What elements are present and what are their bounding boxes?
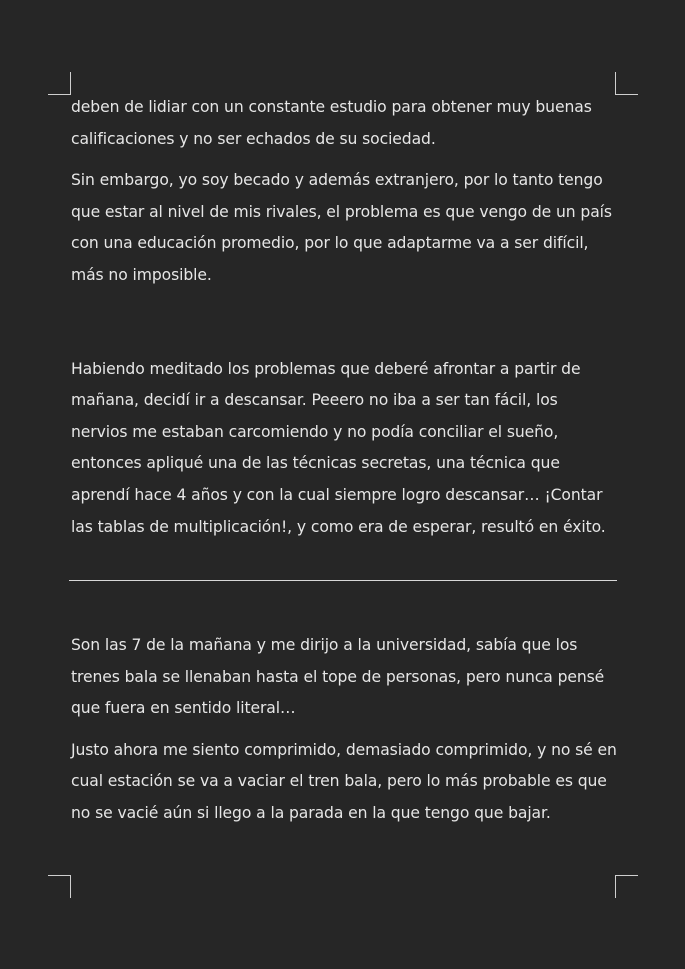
section-divider — [69, 580, 617, 581]
crop-mark-bottom-right — [615, 875, 638, 898]
section-1 — [71, 92, 617, 553]
paragraph: Habiendo meditado los problemas que deberé afrontar a partir de mañana, decidí ir a descansar. Peeero no iba a ser tan fácil, los nervios me estaban carcomiendo y no podía conciliar el sueño, entonces apliqué una de las técnicas secretas, una técnica que aprendí hace 4 años y con la cual siempre logro descansar… ¡Contar las tablas de multiplicación!, y como era de esperar, resultó en éxito. — [71, 359, 606, 536]
paragraph: deben de lidiar con un constante estudio para obtener muy buenas calificaciones y no ser echados de su sociedad. — [71, 98, 592, 148]
paragraph: Sin embargo, yo soy becado y además extranjero, por lo tanto tengo que estar al nivel de mis rivales, el problema es que vengo de un país con una educación promedio, por lo que adaptarme va a ser difícil, más no imposible. — [71, 171, 612, 284]
paragraph-gap — [71, 302, 617, 354]
paragraph: Son las 7 de la mañana y me dirijo a la universidad, sabía que los trenes bala se llenaban hasta el tope de personas, pero nunca pensé que fuera en sentido literal… — [71, 636, 605, 718]
crop-mark-top-left — [48, 72, 71, 95]
paragraph: Justo ahora me siento comprimido, demasiado comprimido, y no sé en cual estación se va a vaciar el tren bala, pero lo más probable es que no se vacié aún si llego a la parada en la que tengo que bajar. — [71, 740, 617, 822]
crop-mark-top-right — [615, 72, 638, 95]
crop-mark-bottom-left — [48, 875, 71, 898]
section-2 — [71, 630, 617, 840]
